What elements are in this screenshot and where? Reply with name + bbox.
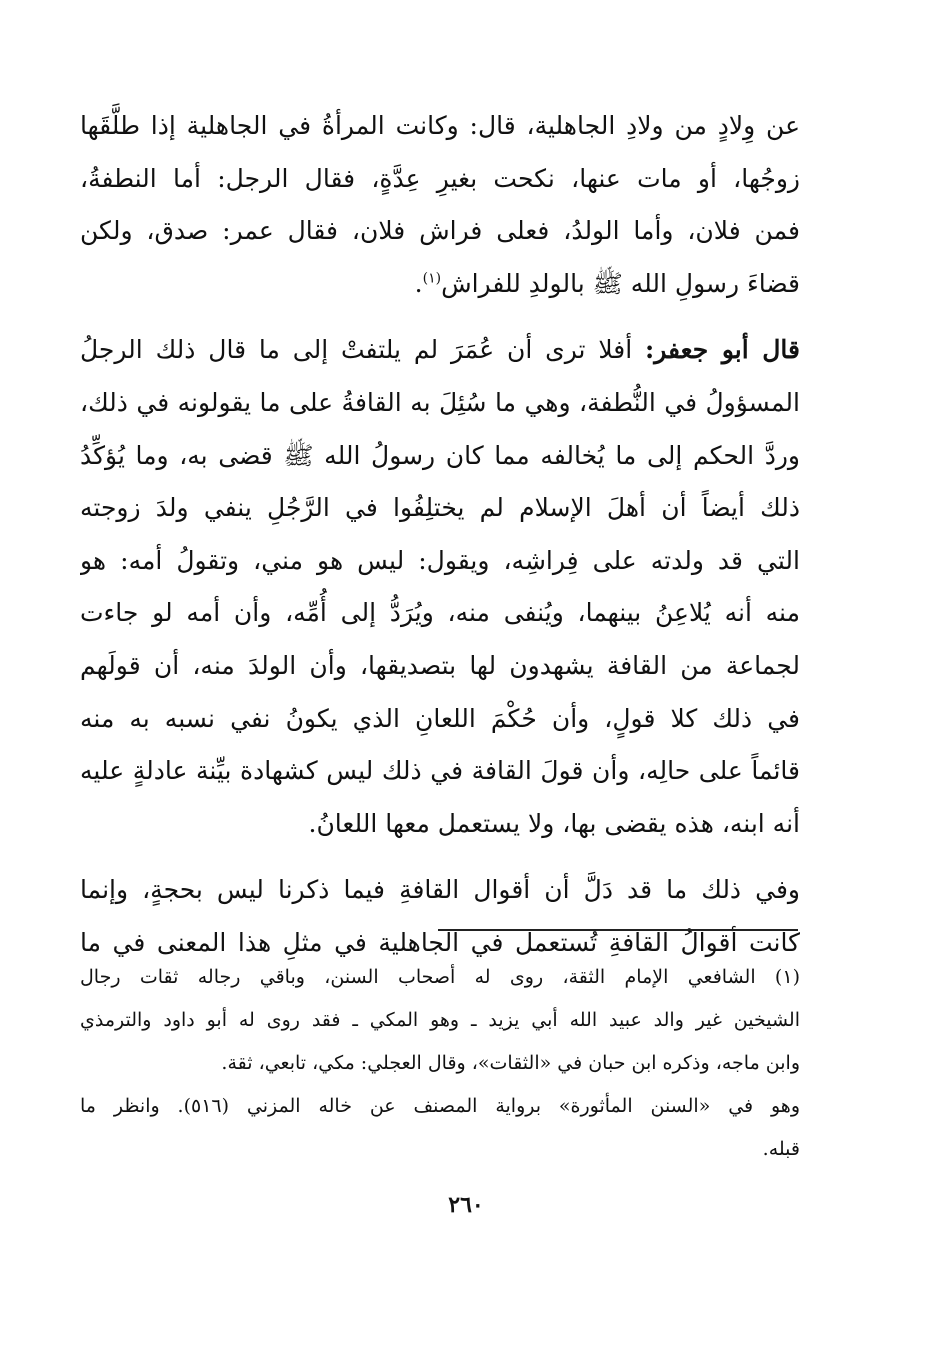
text-line: كانت أقوالُ القافةِ تُستعمل في الجاهلية في مثلِ هذا المعنى في ما: [80, 927, 800, 957]
footnote-line: وهو في «السنن المأثورة» برواية المصنف عن خاله المزني (٥١٦). وانظر ما: [80, 1095, 800, 1117]
footnotes: [80, 956, 800, 1171]
text-fragment: أفلا ترى أن عُمَرَ لم يلتفتْ إلى ما قال ذلك الرجلُ: [80, 335, 646, 365]
footnote-line: قبله.: [762, 1138, 800, 1160]
line-end-punctuation: .: [414, 268, 423, 298]
paragraph-1: [80, 100, 800, 310]
speaker-label: قال أبو جعفر:: [645, 335, 800, 365]
main-text: [80, 100, 800, 970]
text-line: وفي ذلك ما قد دَلَّ أن أقوال القافةِ فيما ذكرنا ليس بحجةٍ، وإنما: [80, 875, 800, 905]
text-line: [80, 258, 800, 311]
page-number: ٢٦٠: [448, 1192, 484, 1218]
footnote-1: [80, 956, 800, 1085]
footnote-divider: [438, 929, 798, 931]
text-line: منه أنه يُلاعِنُ بينهما، ويُنفى منه، ويُرَدُّ إلى أُمِّه، وأن أمه لو جاءت: [80, 598, 800, 628]
footnote-line: وابن ماجه، وذكره ابن حبان في «الثقات»، وقال العجلي: مكي، تابعي، ثقة.: [221, 1052, 800, 1074]
footnote-1-continued: [80, 1085, 800, 1171]
text-line: التي قد ولدته على فِراشِه، ويقول: ليس هو مني، وتقولُ أمه: هو: [80, 545, 800, 575]
text-line: فمن فلان، وأما الولدُ، فعلى فراش فلان، فقال عمر: صدق، ولكن: [80, 216, 800, 246]
text-fragment: قضاءَ رسولِ الله ﷺ بالولدِ للفراش: [441, 268, 800, 298]
text-line: قائماً على حالِه، وأن قولَ القافة في ذلك ليس كشهادة بيِّنة عادلةٍ عليه: [80, 756, 800, 786]
text-line: [80, 324, 800, 377]
text-line: المسؤولُ في النُّطفة، وهي ما سُئِلَ به القافةُ على ما يقولونه في ذلك،: [80, 387, 800, 417]
text-line: زوجُها، أو مات عنها، نكحت بغيرِ عِدَّةٍ، فقال الرجل: أما النطفةُ،: [80, 163, 800, 193]
text-line: في ذلك كلا قولٍ، وأن حُكْمَ اللعانِ الذي يكونُ نفي نسبه به منه: [80, 703, 800, 733]
text-line: عن وِلادٍ من ولادِ الجاهلية، قال: وكانت المرأةُ في الجاهلية إذا طلَّقَها: [80, 111, 800, 140]
footnote-marker: (١): [422, 270, 442, 287]
text-line: وردَّ الحكم إلى ما يُخالفه مما كان رسولُ الله ﷺ قضى به، وما يُؤكِّدُ: [80, 440, 800, 470]
text-line: لجماعة من القافة يشهدون لها بتصديقها، وأن الولدَ منه، أن قولَهم: [80, 650, 800, 680]
footnote-line: (١) الشافعي الإمام الثقة، روى له أصحاب السنن، وباقي رجاله ثقات رجال: [80, 966, 800, 988]
paragraph-2: [80, 324, 800, 850]
text-line: ذلك أيضاً أن أهلَ الإسلام لم يختلِفُوا في الرَّجُلِ ينفي ولدَ زوجته: [80, 493, 800, 523]
text-line: أنه ابنه، هذه يقضى بها، ولا يستعمل معها اللعانُ.: [308, 808, 800, 838]
footnote-line: الشيخين غير والد عبيد الله أبي يزيد ـ وهو المكي ـ فقد روى له أبو داود والترمذي: [80, 1009, 800, 1031]
paragraph-3: [80, 864, 800, 969]
